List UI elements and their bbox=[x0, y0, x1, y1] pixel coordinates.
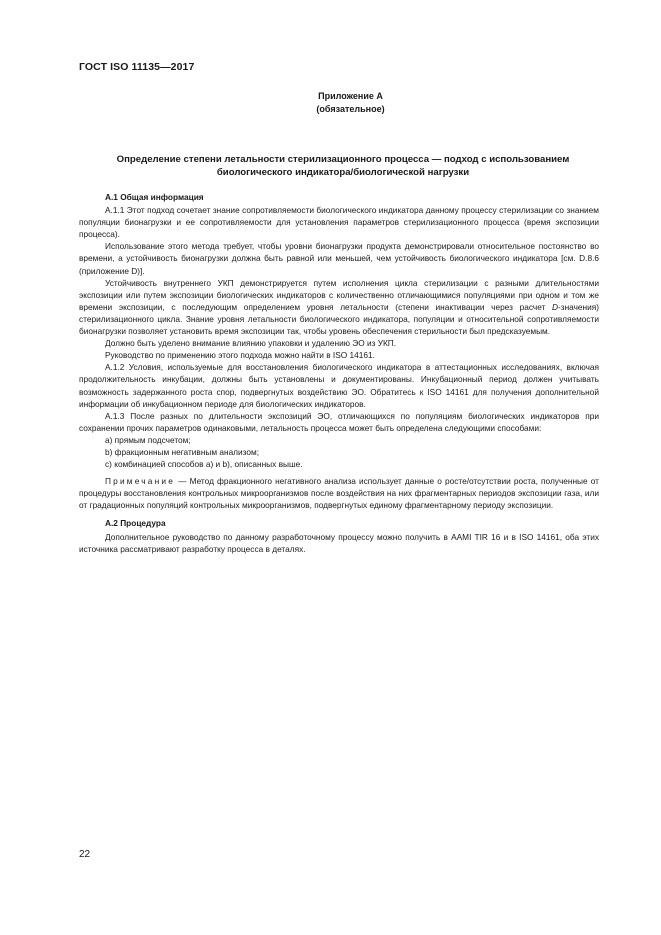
paragraph-a1-2: А.1.2 Условия, используемые для восстановления биологического индикатора в аттестационных исследованиях, включая продолжительность инкубации, должны быть установлены и документированы. Инкубационный период должен учитывать возможность задержанного роста спор, подвергнутых воздействию ЭО. Обратитесь к ISO 14161 для получения дополнительной информации об инкубационном периоде для биологических индикаторов. bbox=[79, 362, 599, 409]
paragraph-stability bbox=[79, 277, 599, 337]
annex-title bbox=[79, 153, 607, 179]
d-value-symbol: D bbox=[552, 301, 558, 312]
annex-block bbox=[0, 90, 661, 116]
document-body bbox=[79, 191, 599, 555]
list-item-c: c) комбинацией способов a) и b), описанных выше. bbox=[105, 459, 303, 470]
page-number: 22 bbox=[79, 849, 91, 860]
section-heading-a1: А.1 Общая информация bbox=[105, 192, 204, 202]
paragraph-a2: Дополнительное руководство по данному разработочному процессу можно получить в AAMI TIR 16 и в ISO 14161, оба этих источника рассматривают разработку процесса в деталях. bbox=[79, 531, 599, 554]
annex-label: Приложение А bbox=[318, 91, 383, 101]
paragraph-a1-1: А.1.1 Этот подход сочетает знание сопротивляемости биологического индикатора данному процессу стерилизации со знанием популяции бионагрузки и ее сопротивляемости для установления параметров стерилизационного процесса (время экспозиции процесса). bbox=[79, 205, 599, 240]
list-item-a: a) прямым подсчетом; bbox=[105, 434, 191, 445]
annex-title-line-2: биологического индикатора/биологической нагрузки bbox=[216, 167, 470, 178]
document-code: ГОСТ ISO 11135—2017 bbox=[79, 61, 195, 73]
paragraph-attention: Должно быть уделено внимание влиянию упаковки и удалению ЭО из УКП. bbox=[105, 338, 397, 349]
list-item-b: b) фракционным негативным анализом; bbox=[105, 446, 259, 457]
annex-status: (обязательное) bbox=[316, 104, 385, 114]
paragraph-stability-part-2: -значения) стерилизационного цикла. Знание уровня летальности биологического индикатора, популяции и относительной сопротивляемости бионагрузки позволяет установить время экспозиции так, чтобы уровень обеспечения стерильности был предсказуемым. bbox=[79, 301, 599, 337]
note-label: Примечание bbox=[105, 476, 176, 487]
note-paragraph bbox=[79, 475, 599, 511]
section-heading-a2: А.2 Процедура bbox=[105, 518, 166, 529]
paragraph-guidance: Руководство по применению этого подхода можно найти в ISO 14161. bbox=[105, 350, 375, 361]
paragraph-a1-3: А.1.3 После разных по длительности экспозиций ЭО, отличающихся по популяциям биологических индикаторов при сохранении прочих параметров одинаковыми, летальность процесса может быть определена следующими способами: bbox=[79, 410, 599, 433]
paragraph-method-use: Использование этого метода требует, чтобы уровни бионагрузки продукта демонстрировали относительное постоянство во времени, а устойчивость бионагрузки должна быть равной или меньшей, чем устойчивость биологического индикатора [см. D.8.6 (приложение D)]. bbox=[79, 241, 599, 276]
note-text: — Метод фракционного негативного анализа использует данные о росте/отсутствии роста, полученные от процедуры восстановления контрольных микроорганизмов после воздействия на них фрагментарных периодов экспозиции газа, или от градационных популяций контрольных микроорганизмов, подвергнутых единому фрагментарному периоду экспозиции. bbox=[79, 476, 599, 511]
annex-title-line-1: Определение степени летальности стерилизационного процесса — подход с использованием bbox=[116, 154, 570, 165]
paragraph-stability-part-1: Устойчивость внутреннего УКП демонстрируется путем исполнения цикла стерилизации с разными длительностями экспозиции или путем экспозиции биологических индикаторов с количественно отличающимися популяциями при одном и том же времени экспозиции, с последующим определением уровня летальности (степени инактивации через расчет bbox=[79, 277, 599, 312]
